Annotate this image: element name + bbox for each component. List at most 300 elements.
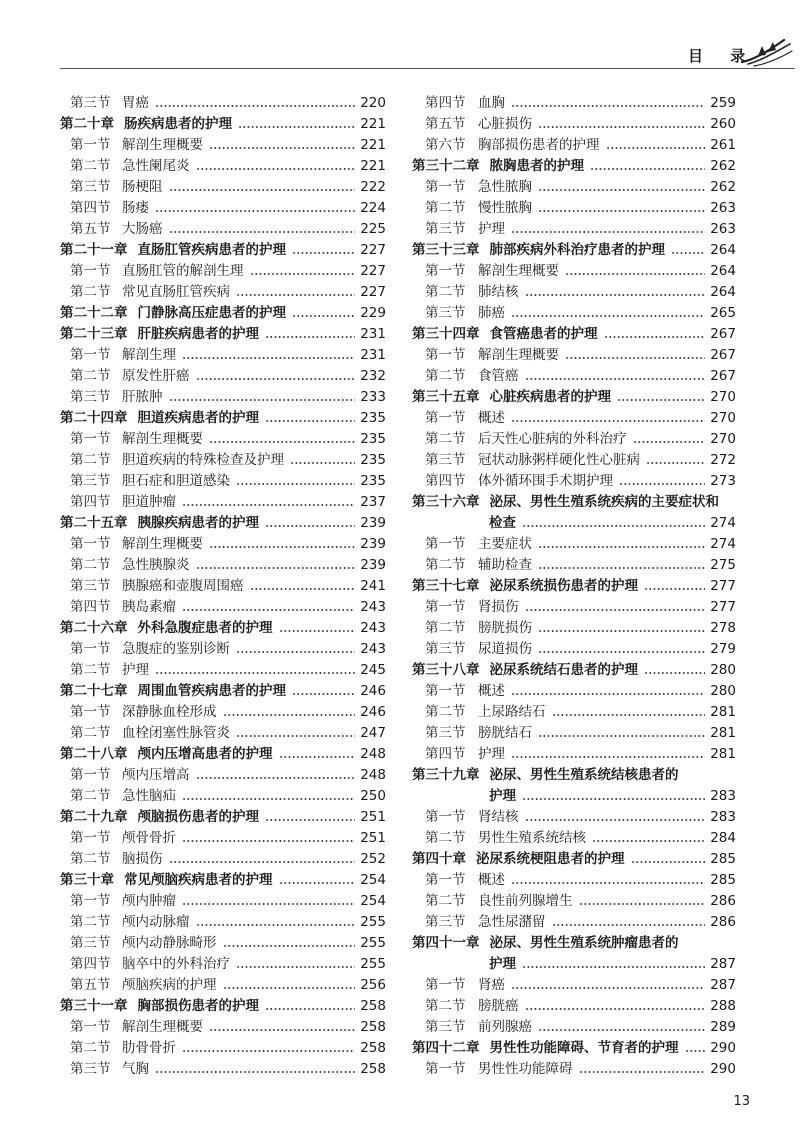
toc-page-number: 243 — [360, 620, 386, 636]
toc-section-entry — [60, 1038, 386, 1059]
toc-section-entry — [412, 219, 736, 240]
toc-leader-dots — [671, 240, 705, 261]
toc-leader-dots — [182, 1038, 355, 1059]
toc-page-number: 248 — [360, 767, 386, 783]
chapter-title: 常见颅脑疾病患者的护理 — [124, 872, 273, 888]
section-number-label: 第二节 — [70, 788, 111, 804]
toc-chapter-entry — [412, 240, 736, 261]
toc-section-entry — [412, 177, 736, 198]
chapter-title: 颅内压增高患者的护理 — [137, 746, 273, 762]
toc-leader-dots — [590, 156, 705, 177]
section-title: 体外循环围手术期护理 — [478, 473, 613, 489]
toc-leader-dots — [592, 828, 705, 849]
toc-page-number: 235 — [360, 431, 386, 447]
section-title: 食管癌 — [478, 368, 519, 384]
toc-leader-dots — [236, 282, 355, 303]
toc-leader-dots — [552, 912, 706, 933]
toc-page-number: 235 — [360, 452, 386, 468]
toc-chapter-entry — [60, 681, 386, 702]
toc-chapter-entry — [412, 933, 736, 954]
toc-page-number: 227 — [360, 242, 386, 258]
section-title: 急性阑尾炎 — [122, 158, 190, 174]
toc-page-number: 270 — [710, 389, 736, 405]
toc-chapter-entry — [412, 660, 736, 681]
section-title: 胆石症和胆道感染 — [122, 473, 230, 489]
toc-leader-dots — [511, 408, 705, 429]
toc-page-number: 267 — [710, 347, 736, 363]
section-title: 膀胱结石 — [478, 725, 532, 741]
chapter-number-label: 第三十一章 — [60, 998, 128, 1014]
section-number-label: 第二节 — [425, 830, 466, 846]
toc-page-number: 285 — [710, 851, 736, 867]
toc-section-entry — [412, 912, 736, 933]
toc-page-number: 227 — [360, 284, 386, 300]
toc-page-number: 255 — [360, 935, 386, 951]
toc-page-number: 258 — [360, 1040, 386, 1056]
toc-page-number: 221 — [360, 116, 386, 132]
toc-page-number: 264 — [710, 263, 736, 279]
toc-leader-dots — [511, 870, 705, 891]
toc-section-entry — [412, 450, 736, 471]
section-number-label: 第一节 — [425, 536, 466, 552]
toc-page-number: 237 — [360, 494, 386, 510]
section-title: 胃癌 — [122, 95, 149, 111]
publisher-logo-icon — [740, 36, 794, 68]
toc-page-number: 252 — [360, 851, 386, 867]
section-number-label: 第四节 — [70, 956, 111, 972]
toc-page-number: 280 — [710, 662, 736, 678]
toc-page-number: 263 — [710, 221, 736, 237]
section-number-label: 第二节 — [425, 431, 466, 447]
toc-page-number: 281 — [710, 725, 736, 741]
toc-leader-dots — [538, 723, 705, 744]
toc-section-entry — [412, 639, 736, 660]
section-title: 胆道疾病的特殊检查及护理 — [122, 452, 284, 468]
toc-leader-dots — [538, 114, 705, 135]
toc-page-number: 259 — [710, 95, 736, 111]
toc-page-number: 246 — [360, 704, 386, 720]
chapter-title: 外科急腹症患者的护理 — [137, 620, 273, 636]
toc-page-number: 262 — [710, 158, 736, 174]
toc-leader-dots — [250, 261, 356, 282]
toc-leader-dots — [236, 723, 355, 744]
toc-page-number: 221 — [360, 137, 386, 153]
section-title: 脑卒中的外科治疗 — [122, 956, 230, 972]
toc-page-number: 265 — [710, 305, 736, 321]
section-title: 血胸 — [478, 95, 505, 111]
toc-page-number: 280 — [710, 683, 736, 699]
chapter-title: 胰腺疾病患者的护理 — [137, 515, 259, 531]
toc-page-number: 263 — [710, 200, 736, 216]
toc-leader-dots — [169, 849, 356, 870]
toc-section-entry — [60, 576, 386, 597]
chapter-number-label: 第三十四章 — [412, 326, 480, 342]
toc-leader-dots — [196, 765, 356, 786]
section-title: 解剖生理概要 — [122, 536, 203, 552]
toc-leader-dots — [522, 513, 705, 534]
toc-leader-dots — [525, 366, 706, 387]
toc-section-entry — [60, 135, 386, 156]
toc-leader-dots — [236, 639, 355, 660]
toc-section-entry — [60, 450, 386, 471]
section-number-label: 第二节 — [425, 893, 466, 909]
toc-leader-dots — [538, 555, 705, 576]
toc-chapter-entry — [60, 324, 386, 345]
toc-page-number: 255 — [360, 914, 386, 930]
toc-leader-dots — [250, 576, 356, 597]
section-number-label: 第一节 — [425, 347, 466, 363]
toc-page-number: 290 — [710, 1040, 736, 1056]
section-title: 肾结核 — [478, 809, 519, 825]
toc-leader-dots — [209, 135, 355, 156]
toc-section-entry — [60, 555, 386, 576]
toc-leader-dots — [538, 534, 705, 555]
toc-leader-dots — [511, 681, 705, 702]
section-number-label: 第二节 — [70, 851, 111, 867]
section-title: 大肠癌 — [122, 221, 163, 237]
toc-section-entry — [412, 198, 736, 219]
toc-page-number: 250 — [360, 788, 386, 804]
toc-section-entry — [60, 177, 386, 198]
toc-page-number: 241 — [360, 578, 386, 594]
section-title: 胆道肿瘤 — [122, 494, 176, 510]
toc-leader-dots — [646, 450, 705, 471]
toc-chapter-entry — [412, 324, 736, 345]
header-rule — [60, 68, 795, 69]
section-number-label: 第一节 — [70, 641, 111, 657]
section-number-label: 第二节 — [70, 284, 111, 300]
toc-page-number: 227 — [360, 263, 386, 279]
section-title: 肝脓肿 — [122, 389, 163, 405]
toc-leader-dots — [538, 177, 705, 198]
toc-chapter-entry — [60, 744, 386, 765]
toc-section-entry — [60, 660, 386, 681]
toc-section-entry — [60, 702, 386, 723]
chapter-number-label: 第二十六章 — [60, 620, 128, 636]
toc-chapter-entry — [60, 618, 386, 639]
toc-page-number: 247 — [360, 725, 386, 741]
toc-leader-dots — [631, 849, 706, 870]
chapter-title: 肝脏疾病患者的护理 — [137, 326, 259, 342]
toc-page-number: 235 — [360, 473, 386, 489]
toc-page-number: 287 — [710, 956, 736, 972]
toc-leader-dots — [236, 471, 355, 492]
toc-page-number: 224 — [360, 200, 386, 216]
section-number-label: 第一节 — [425, 1061, 466, 1077]
toc-leader-dots — [619, 471, 705, 492]
toc-leader-dots — [169, 219, 356, 240]
toc-section-entry — [60, 912, 386, 933]
chapter-number-label: 第四十章 — [412, 851, 466, 867]
section-title: 前列腺癌 — [478, 1019, 532, 1035]
toc-leader-dots — [265, 996, 355, 1017]
toc-section-entry — [60, 639, 386, 660]
toc-section-entry — [412, 534, 736, 555]
section-number-label: 第三节 — [70, 179, 111, 195]
section-title: 急腹症的鉴别诊断 — [122, 641, 230, 657]
toc-page-number: 277 — [710, 599, 736, 615]
toc-page-number: 274 — [710, 536, 736, 552]
toc-leader-dots — [196, 555, 356, 576]
section-number-label: 第三节 — [425, 914, 466, 930]
section-number-label: 第三节 — [70, 95, 111, 111]
toc-section-entry — [412, 828, 736, 849]
toc-page-number: 261 — [710, 137, 736, 153]
toc-chapter-entry — [60, 996, 386, 1017]
section-title: 肺结核 — [478, 284, 519, 300]
section-number-label: 第一节 — [425, 872, 466, 888]
toc-leader-dots — [279, 870, 356, 891]
toc-leader-dots — [290, 450, 355, 471]
toc-page-number: 248 — [360, 746, 386, 762]
toc-page-number: 254 — [360, 872, 386, 888]
toc-section-entry — [60, 366, 386, 387]
toc-leader-dots — [182, 828, 355, 849]
section-number-label: 第三节 — [425, 452, 466, 468]
toc-leader-dots — [196, 366, 356, 387]
toc-page-number: 275 — [710, 557, 736, 573]
chapter-title: 食管癌患者的护理 — [489, 326, 598, 342]
toc-section-entry — [412, 744, 736, 765]
chapter-title: 泌尿系统损伤患者的护理 — [489, 578, 638, 594]
toc-section-entry — [412, 345, 736, 366]
section-number-label: 第三节 — [70, 1061, 111, 1077]
toc-chapter-entry-continuation — [412, 954, 736, 975]
toc-leader-dots — [511, 219, 705, 240]
chapter-number-label: 第二十二章 — [60, 305, 128, 321]
section-title: 辅助检查 — [478, 557, 532, 573]
chapter-number-label: 第四十二章 — [412, 1040, 480, 1056]
toc-section-entry — [412, 114, 736, 135]
section-number-label: 第一节 — [70, 263, 111, 279]
section-number-label: 第四节 — [425, 473, 466, 489]
section-number-label: 第一节 — [425, 977, 466, 993]
toc-section-entry — [60, 492, 386, 513]
toc-page-number: 243 — [360, 599, 386, 615]
chapter-title: 颅脑损伤患者的护理 — [137, 809, 259, 825]
section-title: 颅骨骨折 — [122, 830, 176, 846]
chapter-title: 心脏疾病患者的护理 — [489, 389, 611, 405]
chapter-number-label: 第三十三章 — [412, 242, 480, 258]
section-number-label: 第三节 — [425, 1019, 466, 1035]
section-number-label: 第三节 — [70, 389, 111, 405]
toc-leader-dots — [579, 1059, 706, 1080]
toc-leader-dots — [223, 933, 356, 954]
section-title: 解剖生理 — [122, 347, 176, 363]
toc-section-entry — [412, 366, 736, 387]
toc-leader-dots — [292, 303, 355, 324]
section-number-label: 第二节 — [425, 620, 466, 636]
chapter-title: 泌尿系统结石患者的护理 — [489, 662, 638, 678]
chapter-title-continuation: 检查 — [489, 515, 516, 531]
toc-section-entry — [412, 723, 736, 744]
chapter-number-label: 第二十章 — [60, 116, 114, 132]
toc-section-entry — [60, 429, 386, 450]
chapter-number-label: 第四十一章 — [412, 935, 480, 951]
toc-page-number: 289 — [710, 1019, 736, 1035]
toc-leader-dots — [169, 177, 356, 198]
section-number-label: 第二节 — [425, 998, 466, 1014]
toc-leader-dots — [538, 198, 705, 219]
section-number-label: 第二节 — [425, 557, 466, 573]
toc-section-entry — [412, 996, 736, 1017]
section-title: 尿道损伤 — [478, 641, 532, 657]
toc-chapter-entry — [412, 849, 736, 870]
toc-page-number: 290 — [710, 1061, 736, 1077]
section-number-label: 第六节 — [425, 137, 466, 153]
toc-leader-dots — [155, 93, 355, 114]
toc-page-number: 283 — [710, 809, 736, 825]
toc-section-entry — [412, 93, 736, 114]
section-title: 血栓闭塞性脉管炎 — [122, 725, 230, 741]
section-title: 胰岛素瘤 — [122, 599, 176, 615]
section-title: 直肠肛管的解剖生理 — [122, 263, 244, 279]
toc-page-number: 243 — [360, 641, 386, 657]
section-title: 肠瘘 — [122, 200, 149, 216]
toc-section-entry — [412, 807, 736, 828]
toc-page-number: 277 — [710, 578, 736, 594]
section-title: 肠梗阻 — [122, 179, 163, 195]
section-title: 解剖生理概要 — [122, 1019, 203, 1035]
toc-chapter-entry — [412, 765, 736, 786]
toc-leader-dots — [292, 240, 355, 261]
chapter-title: 泌尿系统梗阻患者的护理 — [476, 851, 625, 867]
section-title: 肾癌 — [478, 977, 505, 993]
section-title: 慢性脓胸 — [478, 200, 532, 216]
toc-chapter-entry — [412, 387, 736, 408]
section-number-label: 第四节 — [70, 494, 111, 510]
toc-page-number: 251 — [360, 830, 386, 846]
section-number-label: 第三节 — [70, 578, 111, 594]
toc-leader-dots — [511, 303, 705, 324]
section-number-label: 第二节 — [425, 368, 466, 384]
toc-leader-dots — [617, 387, 705, 408]
section-title: 概述 — [478, 683, 505, 699]
toc-page-number: 281 — [710, 746, 736, 762]
section-number-label: 第二节 — [70, 557, 111, 573]
toc-section-entry — [60, 1059, 386, 1080]
toc-leader-dots — [511, 975, 705, 996]
section-title: 良性前列腺增生 — [478, 893, 573, 909]
section-title: 气胸 — [122, 1061, 149, 1077]
toc-page-number: 286 — [710, 893, 736, 909]
toc-leader-dots — [265, 807, 355, 828]
toc-section-entry — [60, 786, 386, 807]
section-number-label: 第一节 — [70, 767, 111, 783]
section-number-label: 第一节 — [70, 1019, 111, 1035]
toc-page-number: 272 — [710, 452, 736, 468]
toc-page-number: 239 — [360, 557, 386, 573]
section-number-label: 第四节 — [425, 746, 466, 762]
toc-page-number: 222 — [360, 179, 386, 195]
section-title: 膀胱癌 — [478, 998, 519, 1014]
toc-leader-dots — [182, 786, 355, 807]
chapter-title: 肺部疾病外科治疗患者的护理 — [489, 242, 665, 258]
section-number-label: 第二节 — [70, 158, 111, 174]
section-title: 急性脑疝 — [122, 788, 176, 804]
section-title: 急性胰腺炎 — [122, 557, 190, 573]
section-title: 颅内动脉瘤 — [122, 914, 190, 930]
section-title: 急性尿潴留 — [478, 914, 546, 930]
section-number-label: 第一节 — [425, 809, 466, 825]
chapter-number-label: 第三十二章 — [412, 158, 480, 174]
chapter-number-label: 第三十七章 — [412, 578, 480, 594]
toc-section-entry — [60, 954, 386, 975]
toc-chapter-entry — [60, 114, 386, 135]
toc-page-number: 258 — [360, 1019, 386, 1035]
chapter-title: 泌尿、男性生殖系统疾病的主要症状和 — [489, 494, 719, 510]
toc-leader-dots — [265, 408, 355, 429]
toc-leader-dots — [565, 261, 705, 282]
chapter-number-label: 第二十四章 — [60, 410, 128, 426]
chapter-title: 脓胸患者的护理 — [489, 158, 584, 174]
toc-page-number: 251 — [360, 809, 386, 825]
section-number-label: 第三节 — [425, 641, 466, 657]
toc-leader-dots — [182, 345, 355, 366]
toc-section-entry — [60, 765, 386, 786]
toc-page-number: 273 — [710, 473, 736, 489]
toc-page-number: 270 — [710, 410, 736, 426]
section-number-label: 第四节 — [425, 95, 466, 111]
toc-leader-dots — [565, 345, 705, 366]
toc-page-number: 229 — [360, 305, 386, 321]
toc-section-entry — [60, 282, 386, 303]
section-title: 胸部损伤患者的护理 — [478, 137, 600, 153]
toc-section-entry — [60, 1017, 386, 1038]
toc-chapter-entry — [60, 870, 386, 891]
toc-leader-dots — [522, 954, 705, 975]
section-title: 主要症状 — [478, 536, 532, 552]
toc-section-entry — [412, 555, 736, 576]
section-title: 颅内肿瘤 — [122, 893, 176, 909]
section-number-label: 第五节 — [70, 977, 111, 993]
toc-section-entry — [60, 723, 386, 744]
toc-leader-dots — [265, 324, 355, 345]
section-number-label: 第一节 — [425, 263, 466, 279]
toc-leader-dots — [155, 198, 355, 219]
chapter-number-label: 第二十八章 — [60, 746, 128, 762]
section-title: 原发性肝癌 — [122, 368, 190, 384]
toc-page-number: 255 — [360, 956, 386, 972]
toc-section-entry — [60, 471, 386, 492]
toc-leader-dots — [182, 891, 355, 912]
section-number-label: 第三节 — [70, 935, 111, 951]
toc-section-entry — [60, 597, 386, 618]
toc-section-entry — [412, 597, 736, 618]
toc-chapter-entry — [412, 576, 736, 597]
chapter-title: 肠疾病患者的护理 — [124, 116, 232, 132]
chapter-title: 胆道疾病患者的护理 — [137, 410, 259, 426]
toc-section-entry — [412, 282, 736, 303]
section-number-label: 第一节 — [70, 431, 111, 447]
toc-page-number: 270 — [710, 431, 736, 447]
toc-section-entry — [60, 891, 386, 912]
toc-leader-dots — [196, 912, 356, 933]
toc-section-entry — [60, 345, 386, 366]
toc-leader-dots — [538, 639, 705, 660]
toc-leader-dots — [279, 618, 356, 639]
toc-chapter-entry — [60, 408, 386, 429]
toc-page-number: 278 — [710, 620, 736, 636]
toc-leader-dots — [182, 492, 355, 513]
toc-leader-dots — [579, 891, 706, 912]
chapter-number-label: 第三十五章 — [412, 389, 480, 405]
toc-section-entry — [60, 156, 386, 177]
toc-page-number: 286 — [710, 914, 736, 930]
running-header-title: 目 录 — [688, 47, 752, 65]
toc-leader-dots — [223, 702, 356, 723]
section-title: 男性性功能障碍 — [478, 1061, 573, 1077]
